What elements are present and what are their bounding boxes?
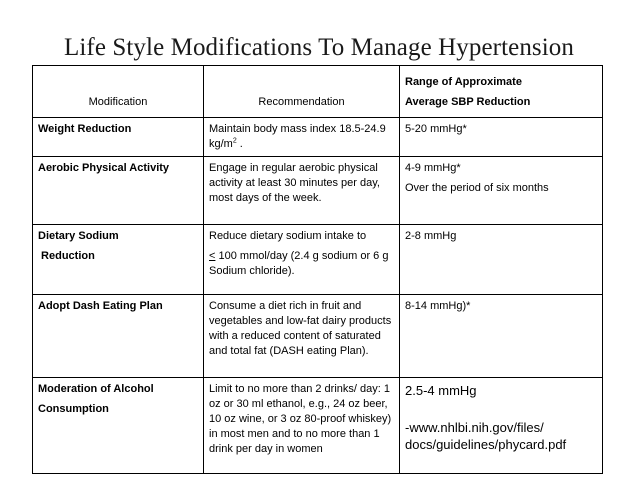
row-sbp: 5-20 mmHg* [400,118,603,157]
row-recommendation [204,118,400,157]
row-modification: Aerobic Physical Activity [33,157,204,225]
sbp-value: 2.5-4 mmHg [405,383,477,398]
row-recommendation: Consume a diet rich in fruit and vegetables and low-fat dairy products with a reduced content of saturated and total fat (DASH eating Plan). [204,295,400,378]
row-recommendation: Limit to no more than 2 drinks/ day: 1 oz or 30 ml ethanol, e.g., 24 oz beer, 10 oz wine, or 3 oz 80-proof whiskey) in most men and to no more than 1 drink per day in women [204,378,400,474]
hypertension-table [32,65,603,474]
header-row [33,66,603,118]
row-sbp [400,157,603,225]
header-recommendation: Recommendation [204,66,400,118]
less-or-equal-symbol: < [209,250,216,262]
table-row [33,118,603,157]
modification-line2: Consumption [38,403,109,415]
row-modification [33,378,204,474]
sbp-note: Over the period of six months [405,182,549,194]
table-row [33,378,603,474]
recommendation-rest: 100 mmol/day (2.4 g sodium or 6 g Sodium chloride). [209,250,389,277]
header-sbp-line1: Range of Approximate [405,76,522,88]
header-sbp-line2: Average SBP Reduction [405,96,531,108]
row-recommendation [204,225,400,295]
row-modification [33,225,204,295]
row-modification: Adopt Dash Eating Plan [33,295,204,378]
modification-line1: Moderation of Alcohol [38,383,154,395]
row-sbp: 2-8 mmHg [400,225,603,295]
row-recommendation: Engage in regular aerobic physical activity at least 30 minutes per day, most days of the week. [204,157,400,225]
recommendation-text: Maintain body mass index 18.5-24.9 kg/m [209,123,386,150]
table-row [33,225,603,295]
recommendation-line1: Reduce dietary sodium intake to [209,230,367,242]
recommendation-line2 [209,249,394,279]
row-sbp [400,378,603,474]
row-modification: Weight Reduction [33,118,204,157]
recommendation-tail: . [236,138,243,150]
header-modification: Modification [33,66,204,118]
modification-line2: Reduction [38,250,95,262]
header-sbp-reduction [400,66,603,118]
row-sbp: 8-14 mmHg)* [400,295,603,378]
modification-line1: Dietary Sodium [38,230,119,242]
table-row [33,157,603,225]
source-reference: -www.nhlbi.nih.gov/files/ docs/guidelines/phycard.pdf [405,420,567,452]
table-row [33,295,603,378]
superscript: 2 [232,137,237,145]
sbp-value: 4-9 mmHg* [405,162,461,174]
page-title: Life Style Modifications To Manage Hypertension [63,34,575,61]
